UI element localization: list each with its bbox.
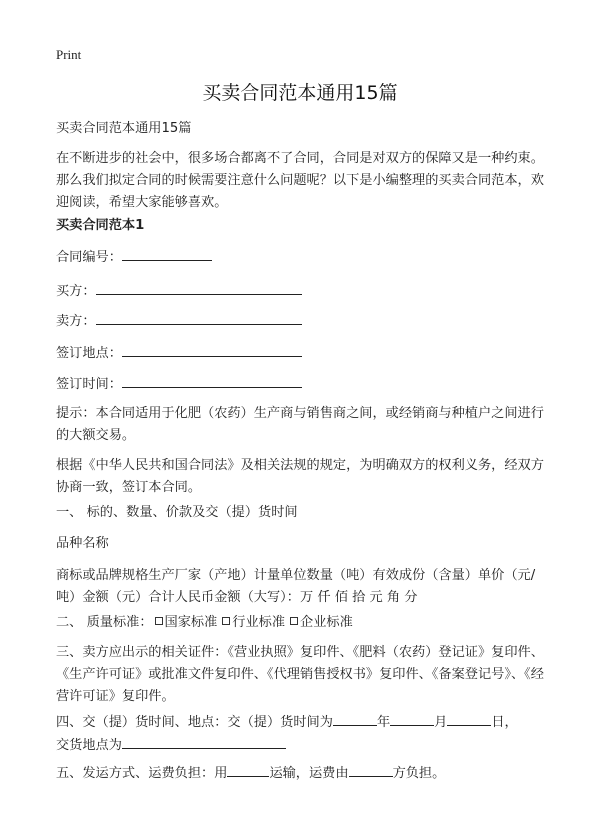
- hint-paragraph: 提示：本合同适用于化肥（农药）生产商与销售商之间，或经销商与种植户之间进行的大额交易。: [56, 406, 544, 443]
- seller-label: 卖方：: [56, 314, 96, 329]
- day-label: 日，: [491, 715, 518, 730]
- year-label: 年: [376, 715, 391, 730]
- clause-4-prefix: 四、交（提）货时间、地点：交（提）货时间为: [56, 715, 333, 730]
- national-standard-checkbox[interactable]: [155, 617, 163, 625]
- product-name-label: 品种名称: [56, 536, 109, 551]
- time-row: [56, 373, 550, 396]
- page-title: 买卖合同范本通用15篇: [202, 82, 398, 104]
- clause-2: [56, 612, 550, 634]
- seller-row: [56, 310, 550, 333]
- clause-4: [56, 711, 550, 757]
- national-standard-label: 国家标准: [164, 615, 218, 630]
- enterprise-standard-checkbox[interactable]: [290, 617, 298, 625]
- delivery-place-label: 交货地点为: [56, 738, 122, 753]
- contract-no-row: [56, 246, 550, 269]
- contract-no-label: 合同编号：: [56, 250, 122, 265]
- clause-5-suffix: 方负担。: [392, 766, 446, 781]
- seller-blank[interactable]: [96, 310, 302, 325]
- delivery-place-blank[interactable]: [122, 734, 286, 749]
- time-label: 签订时间：: [56, 377, 122, 392]
- subtitle: 买卖合同范本通用15篇: [56, 121, 192, 136]
- month-label: 月: [434, 715, 448, 730]
- buyer-row: [56, 280, 550, 303]
- buyer-blank[interactable]: [96, 280, 302, 295]
- clause-3: 三、卖方应出示的相关证件：《营业执照》复印件、《肥料（农药）登记证》复印件、《生产许可证》或批准文件复印件、《代理销售授权书》复印件、《备案登记号》、《经营许可证》复印件。: [56, 645, 544, 704]
- clause-5-prefix: 五、发运方式、运费负担：用: [56, 766, 228, 781]
- contract-no-blank[interactable]: [122, 246, 212, 261]
- buyer-label: 买方：: [56, 284, 96, 299]
- freight-party-blank[interactable]: [349, 762, 393, 777]
- table-text: 商标或品牌规格生产厂家（产地）计量单位数量（吨）有效成份（含量）单价（元/吨）金额（元）合计人民币金额（大写）：万 仟 佰 拾 元 角 分: [56, 568, 536, 605]
- place-row: [56, 342, 550, 365]
- year-blank[interactable]: [333, 711, 377, 726]
- print-link[interactable]: Print: [56, 47, 82, 62]
- clause-1: 一、 标的、数量、价款及交（提）货时间: [56, 505, 298, 520]
- enterprise-standard-label: 企业标准: [300, 615, 353, 630]
- basis-paragraph: 根据《中华人民共和国合同法》及相关法规的规定，为明确双方的权利义务，经双方协商一致，签订本合同。: [56, 458, 544, 495]
- clause-5: [56, 762, 550, 785]
- section-heading: 买卖合同范本1: [56, 218, 145, 233]
- clause-5-mid: 运输，运费由: [269, 766, 349, 781]
- day-blank[interactable]: [447, 711, 491, 726]
- intro-paragraph: 在不断进步的社会中，很多场合都离不了合同，合同是对双方的保障又是一种约束。那么我们拟定合同的时候需要注意什么问题呢？以下是小编整理的买卖合同范本，欢迎阅读，希望大家能够喜欢。: [56, 151, 544, 210]
- place-label: 签订地点：: [56, 346, 122, 361]
- place-blank[interactable]: [122, 342, 302, 357]
- clause-2-prefix: 二、 质量标准：: [56, 615, 153, 630]
- transport-blank[interactable]: [227, 762, 269, 777]
- time-blank[interactable]: [122, 373, 302, 388]
- industry-standard-checkbox[interactable]: [222, 617, 230, 625]
- month-blank[interactable]: [390, 711, 434, 726]
- industry-standard-label: 行业标准: [232, 615, 286, 630]
